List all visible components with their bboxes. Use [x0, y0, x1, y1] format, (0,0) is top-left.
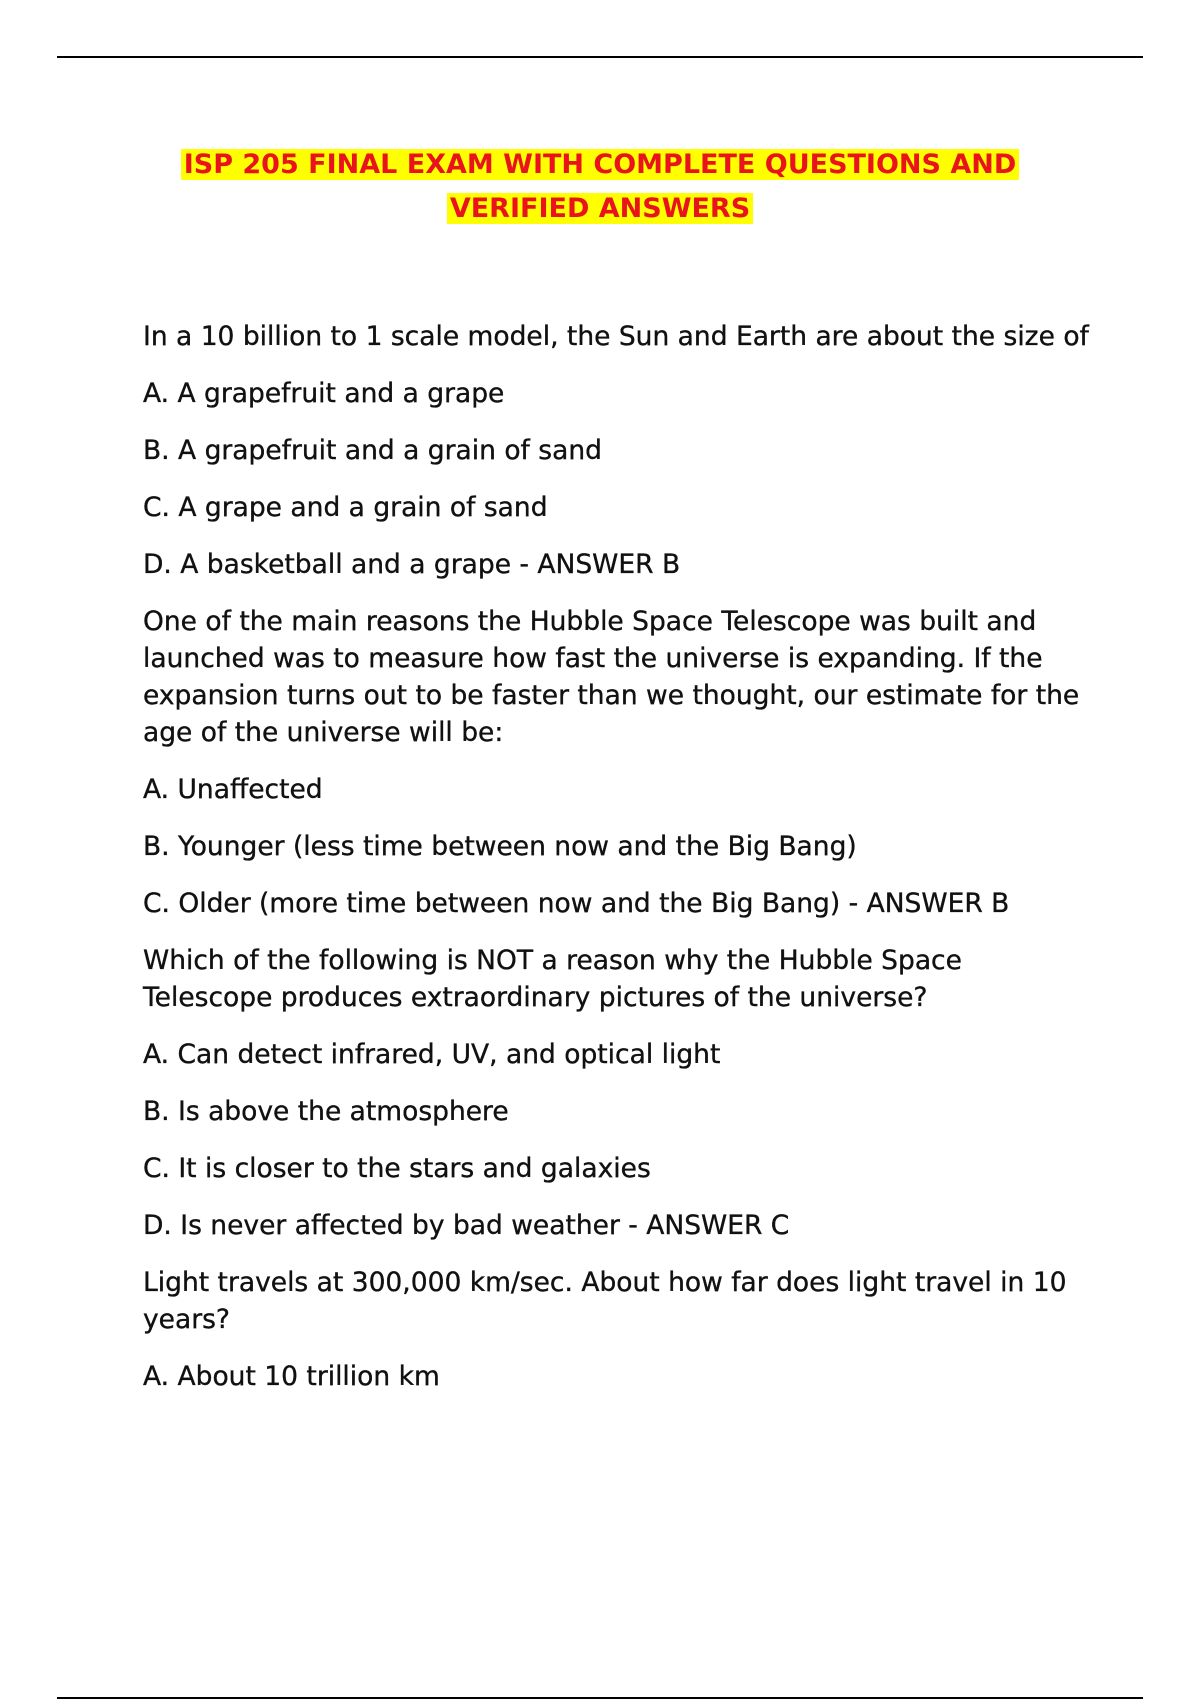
question-3-option-d: D. Is never affected by bad weather - ANSWER C — [143, 1210, 790, 1241]
question-4-prompt: Light travels at 300,000 km/sec. About how far does light travel in 10 years? — [143, 1267, 1067, 1335]
question-3-option-c: C. It is closer to the stars and galaxies — [143, 1153, 651, 1184]
question-1-option-c: C. A grape and a grain of sand — [143, 492, 548, 523]
question-1-prompt: In a 10 billion to 1 scale model, the Sun and Earth are about the size of — [143, 321, 1089, 352]
question-3-option-b: B. Is above the atmosphere — [143, 1096, 509, 1127]
question-2-option-b: B. Younger (less time between now and the Big Bang) — [143, 831, 857, 862]
question-2-option-a: A. Unaffected — [143, 774, 323, 805]
title-line-1: ISP 205 FINAL EXAM WITH COMPLETE QUESTIONS AND — [181, 149, 1020, 180]
question-4-option-a: A. About 10 trillion km — [143, 1361, 440, 1392]
header-rule — [57, 56, 1143, 58]
question-3-option-a: A. Can detect infrared, UV, and optical light — [143, 1039, 721, 1070]
question-2-option-c: C. Older (more time between now and the Big Bang) - ANSWER B — [143, 888, 1010, 919]
question-1-option-d: D. A basketball and a grape - ANSWER B — [143, 549, 681, 580]
question-1-option-a: A. A grapefruit and a grape — [143, 378, 505, 409]
question-3-prompt: Which of the following is NOT a reason why the Hubble Space Telescope produces extraordinary pictures of the universe? — [143, 945, 962, 1013]
title-line-2: VERIFIED ANSWERS — [447, 193, 753, 224]
footer-rule — [57, 1697, 1143, 1699]
question-list — [143, 318, 1093, 1415]
question-1-option-b: B. A grapefruit and a grain of sand — [143, 435, 602, 466]
question-2-prompt: One of the main reasons the Hubble Space Telescope was built and launched was to measure how fast the universe is expanding. If the expansion turns out to be faster than we thought, our estimate for the age of the universe will be: — [143, 606, 1080, 748]
document-title — [57, 143, 1143, 231]
